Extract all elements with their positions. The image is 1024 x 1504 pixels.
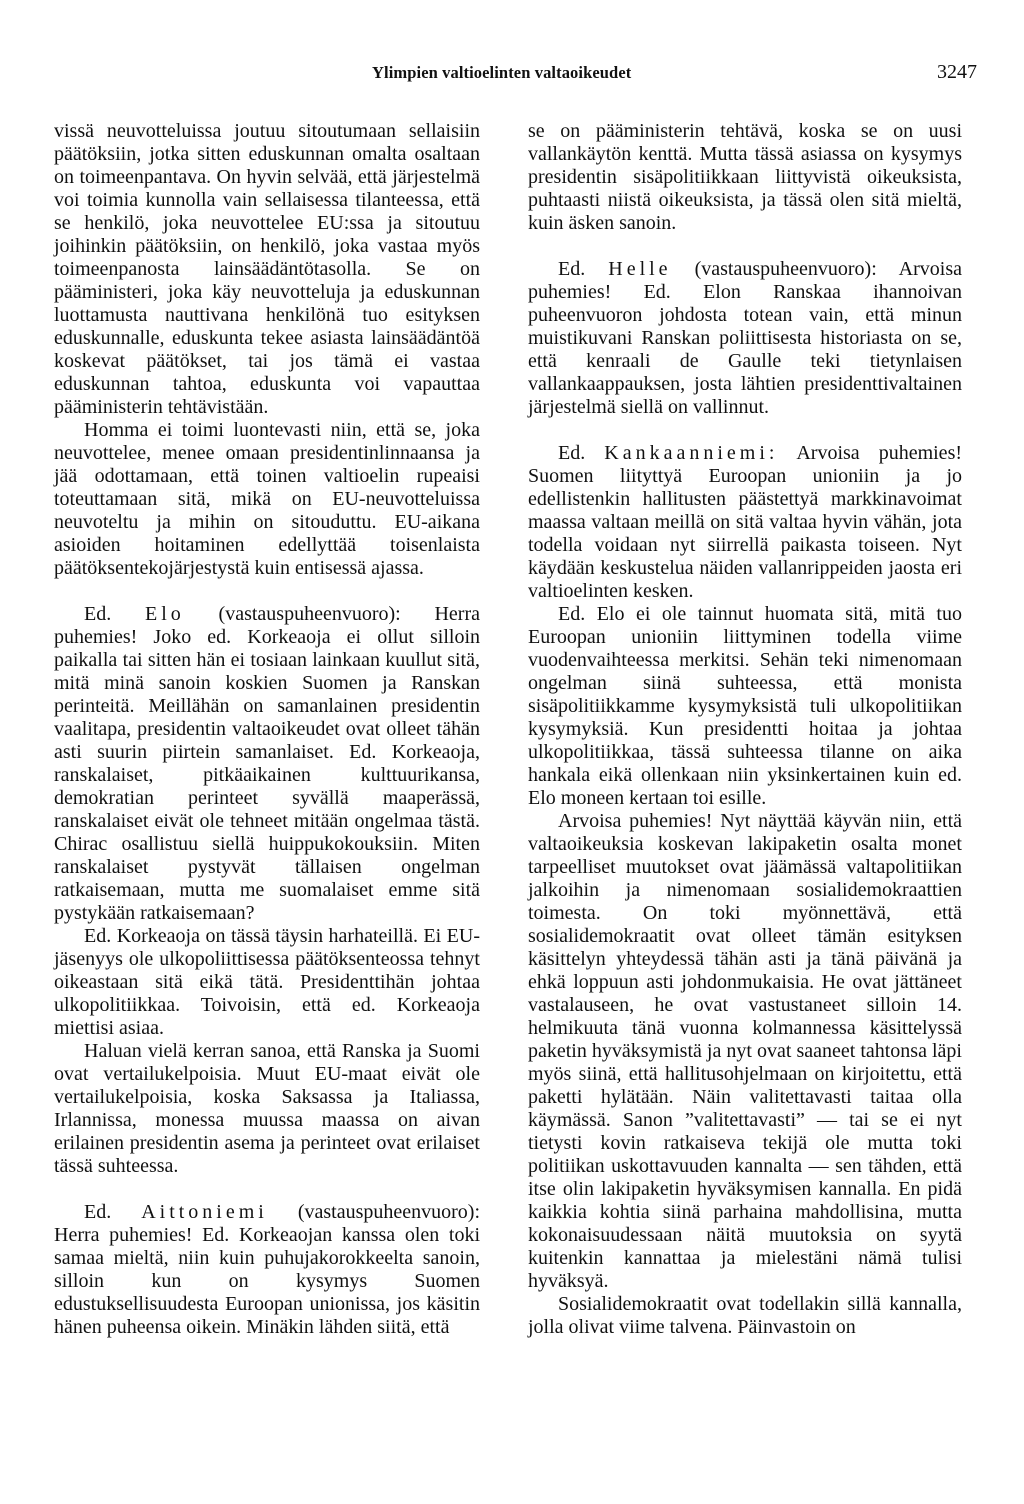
speech-helle: [528, 258, 962, 419]
speech-kankaanniemi: [528, 442, 962, 603]
speaker-prefix: Ed.: [558, 442, 605, 464]
speech-text: (vastauspuheenvuoro): Herra puhemies! Ed. Korkeaojan kanssa olen toki samaa mieltä, niin kuin puhujakorokkeelta sanoin, silloin kun on kysymys Suomen edustuksellisuudesta Euroopan unionissa, jos käsitin hänen puheensa oikein. Minäkin lähden siitä, että: [54, 1201, 480, 1338]
speaker-name: Elo: [145, 603, 185, 625]
paragraph: Sosialidemokraatit ovat todellakin sillä kannalla, jolla olivat viime talvena. Päinvastoin on: [528, 1293, 962, 1338]
speaker-prefix: Ed.: [558, 258, 609, 280]
speech-aittoniemi: [54, 1201, 480, 1339]
left-column: [54, 120, 480, 1339]
page-title: Ylimpien valtioelinten valtaoikeudet: [372, 63, 632, 82]
page-number: 3247: [937, 61, 977, 83]
speech-text: (vastauspuheenvuoro): Herra puhemies! Joko ed. Korkeaoja ei ollut silloin paikalla tai sitten hän ei tosiaan lainkaan kuullut sitä, mitä minä sanoin koskien Suomen ja Ranskan perinteitä. Meillähän on samanlainen presidentin vaalitapa, presidentin valtaoikeudet ovat olleet tähän asti suurin piirtein samanlaiset. Ed. Korkeaoja, ranskalaiset, pitkäaikainen kulttuurikansa, demokratian perinteet syvällä maaperässä, ranskalaiset eivät ole tehneet mitään ongelmaa tästä. Chirac osallistuu siellä huippukokouksiin. Miten ranskalaiset pystyvät tällaisen ongelman ratkaisemaan, mutta me suomalaiset emme sitä pystykään ratkaisemaan?: [54, 603, 481, 924]
speaker-name: Helle: [608, 258, 672, 280]
speech-text: (vastauspuheenvuoro): Arvoisa puhemies! Ed. Elon Ranskaa ihannoivan puheenvuoron johdosta totean vain, että minun muistikuvani Ranskan poliittisesta historiasta on se, että kenraali de Gaulle teki tietynlaisen vallankaappauksen, josta lähtien presidenttivaltainen järjestelmä siellä on vallinnut.: [528, 258, 962, 418]
paragraph: Ed. Korkeaoja on tässä täysin harhateillä. Ei EU-jäsenyys ole ulkopoliittisessa päätöksenteossa tehnyt oikeastaan sitä eikä tätä. Presidenttihän johtaa ulkopolitiikkaa. Toivoisin, että ed. Korkeaoja miettisi asiaa.: [54, 925, 480, 1039]
speaker-prefix: Ed.: [84, 603, 145, 625]
speech-text: Arvoisa puhemies! Suomen liityttyä Euroopan unioniin ja jo edellistenkin hallitusten päästettyä markkinavoimat maassa valtaan meillä on sitä valtaa hyvin vähän, jota todella voidaan nyt siirrellä paikasta toiseen. Nyt käydään keskustelua näiden vallanrippeiden jaosta eri valtioelinten kesken.: [528, 442, 963, 602]
paragraph: Haluan vielä kerran sanoa, että Ranska ja Suomi ovat vertailukelpoisia. Muut EU-maat eivät ole vertailukelpoisia, koska Saksassa ja Italiassa, Irlannissa, monessa muussa maassa on aivan erilainen presidentin asema ja perinteet ovat erilaiset tässä suhteessa.: [54, 1040, 480, 1177]
paragraph: Ed. Elo ei ole tainnut huomata sitä, mitä tuo Euroopan unioniin liittyminen todella viime vuodenvaihteessa merkitsi. Sehän teki nimenomaan ongelman siinä suhteessa, että monista sisäpolitiikkamme kysymyksistä tuli ulkopolitiikan kysymyksiä. Kun presidentti hoitaa ja johtaa ulkopolitiikkaa, tässä suhteessa tilanne on aika hankala eikä ollenkaan niin yksinkertainen kuin ed. Elo moneen kertaan toi esille.: [528, 603, 962, 809]
right-column: [528, 120, 962, 1339]
speaker-name: Kankaanniemi:: [604, 442, 779, 464]
paragraph: Homma ei toimi luontevasti niin, että se, joka neuvottelee, menee omaan presidentinlinnaansa ja jää odottamaan, että toinen valtioelin rupeaisi toteuttamaan sitä, mikä on EU-neuvotteluissa neuvoteltu ja mihin on sitouduttu. EU-aikana asioiden hoitaminen edellyttää toisenlaista päätöksentekojärjestystä kuin entisessä ajassa.: [54, 419, 480, 579]
paragraph: vissä neuvotteluissa joutuu sitoutumaan sellaisiin päätöksiin, jotka sitten eduskunnan omalta osaltaan on toimeenpantava. On hyvin selvää, että järjestelmä voi toimia kunnolla vain sellaisessa tilanteessa, että se henkilö, joka neuvottelee EU:ssa ja sitoutuu joihinkin päätöksiin, on henkilö, joka vastaa myös toimeenpanosta lainsäädäntötasolla. Se on pääministeri, joka käy neuvotteluja ja eduskunnan luottamusta nauttivana henkilönä tuo esityksen eduskunnalle, eduskunta tekee asiasta lainsäädäntöä koskevat päätökset, tai jos tämä ei vastaa eduskunnan tahtoa, eduskunta voi vapauttaa pääministerin tehtävistään.: [54, 120, 480, 418]
speaker-prefix: Ed.: [84, 1201, 142, 1223]
paragraph: Arvoisa puhemies! Nyt näyttää käyvän niin, että valtaoikeuksia koskevan lakipaketin osalta monet tarpeelliset muutokset ovat jäämässä valtapolitiikan jalkoihin ja nimenomaan sosialidemokraattien toimesta. On toki myönnettävä, että sosialidemokraatit ovat olleet tämän esityksen käsittelyn yhteydessä tähän asti ja tänä päivänä ja ehkä loppuun asti johdonmukaisia. He ovat jättäneet vastalauseen, he ovat vastustaneet silloin 14. helmikuuta tänä vuonna kolmannessa käsittelyssä paketin hyväksymistä ja nyt ovat saaneet tahtonsa läpi myös siinä, että hallitusohjelmaan on kirjoitettu, että paketti hylätään. Näin valitettavasti taitaa olla käymässä. Sanon ”valitettavasti” — tai se ei nyt tietysti kovin ratkaiseva tekijä ole mutta toki politiikan uskottavuuden kannalta — sen tähden, että itse olin lakipaketin hyväksymisen kannalla. En pidä kaikkia kohtia siinä parhaina mahdollisina, mutta kokonaisuudessaan näitä muutoksia on syytä kuitenkin kannattaa ja mielestäni nämä tulisi hyväksyä.: [528, 810, 962, 1292]
paragraph: se on pääministerin tehtävä, koska se on uusi vallankäytön kenttä. Mutta tässä asiassa on kysymys presidentin sisäpolitiikkaan liittyvistä oikeuksista, puhtaasti niistä oikeuksista, ja tässä olen sitä mieltä, kuin äsken sanoin.: [528, 120, 962, 234]
speaker-name: Aittoniemi: [141, 1201, 268, 1223]
speech-elo: [54, 603, 480, 925]
